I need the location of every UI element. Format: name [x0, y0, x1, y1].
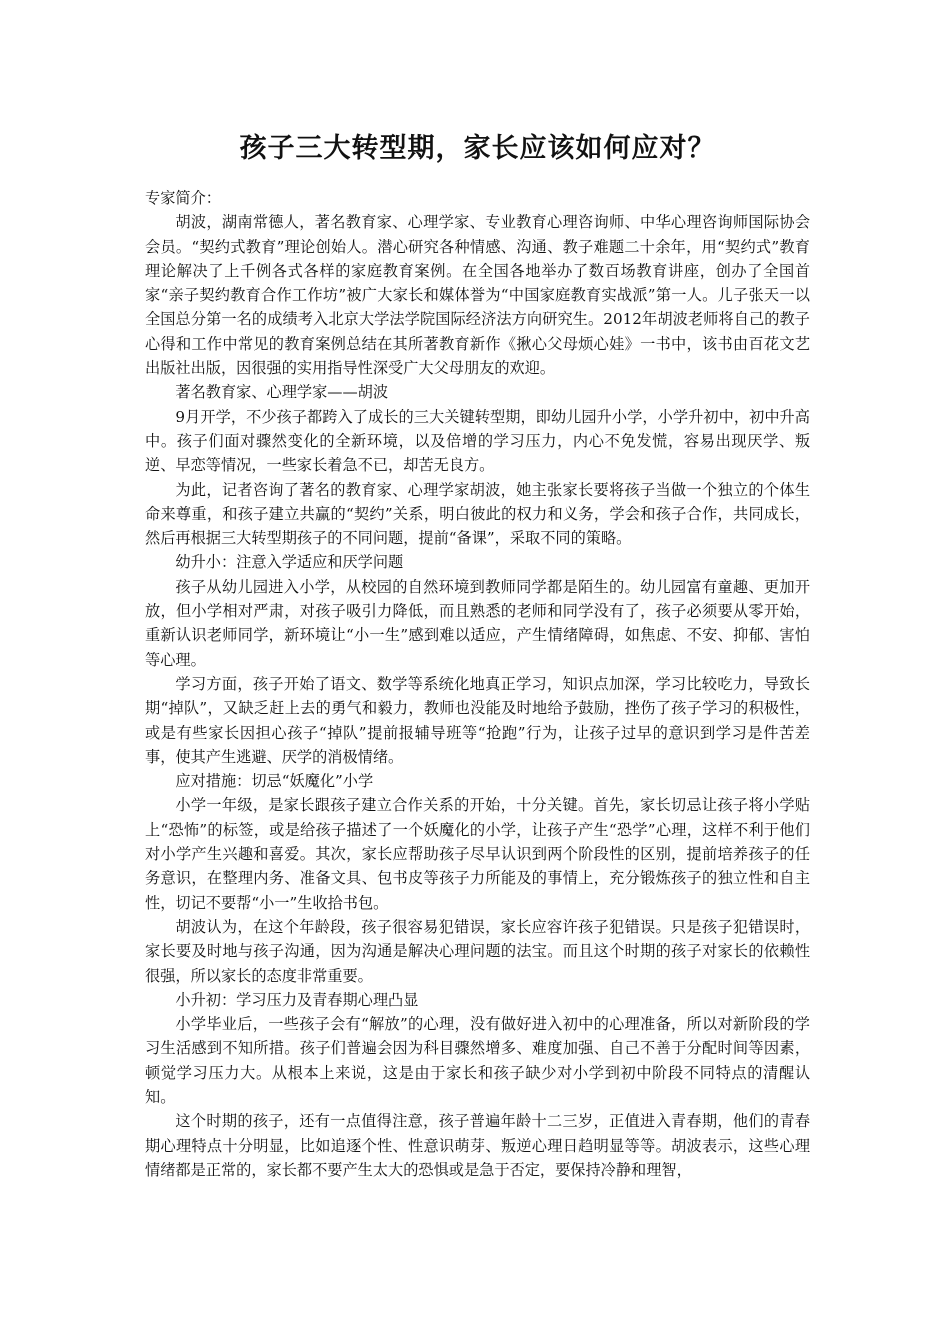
section-heading: 应对措施：切忌“妖魔化”小学 [175, 772, 374, 791]
document-body [145, 186, 810, 1182]
section-heading: 幼升小：注意入学适应和厌学问题 [175, 553, 404, 572]
body-paragraph: 这个时期的孩子，还有一点值得注意，孩子普遍年龄十二三岁，正值进入青春期，他们的青春期心理特点十分明显，比如追逐个性、性意识萌芽、叛逆心理日趋明显等等。胡波表示，这些心理情绪都是正常的，家长都不要产生太大的恐惧或是急于否定，要保持冷静和理智， [145, 1112, 810, 1179]
body-paragraph: 9月开学，不少孩子都跨入了成长的三大关键转型期，即幼儿园升小学，小学升初中，初中升高中。孩子们面对骤然变化的全新环境，以及倍增的学习压力，内心不免发慌，容易出现厌学、叛逆、早恋等情况，一些家长着急不已，却苦无良方。 [145, 407, 810, 475]
section-heading: 著名教育家、心理学家——胡波 [175, 383, 389, 402]
section-heading: 小升初：学习压力及青春期心理凸显 [175, 990, 419, 1009]
body-paragraph: 胡波认为，在这个年龄段，孩子很容易犯错误，家长应容许孩子犯错误。只是孩子犯错误时，家长要及时地与孩子沟通，因为沟通是解决心理问题的法宝。而且这个时期的孩子对家长的依赖性很强，所以家长的态度非常重要。 [145, 917, 810, 985]
body-paragraph: 孩子从幼儿园进入小学，从校园的自然环境到教师同学都是陌生的。幼儿园富有童趣、更加开放，但小学相对严肃，对孩子吸引力降低，而且熟悉的老师和同学没有了，孩子必须要从零开始，重新认识老师同学，新环境让“小一生”感到难以适应，产生情绪障碍，如焦虑、不安、抑郁、害怕等心理。 [145, 577, 810, 669]
document-title: 孩子三大转型期，家长应该如何应对？ [239, 133, 716, 164]
document-page [145, 126, 810, 1182]
body-paragraph: 胡波，湖南常德人，著名教育家、心理学家、专业教育心理咨询师、中华心理咨询师国际协会会员。“契约式教育”理论创始人。潜心研究各种情感、沟通、教子难题二十余年，用“契约式”教育理论解决了上千例各式各样的家庭教育案例。在全国各地举办了数百场教育讲座，创办了全国首家“亲子契约教育合作工作坊”被广大家长和媒体誉为“中国家庭教育实战派”第一人。儿子张天一以全国总分第一名的成绩考入北京大学法学院国际经济法方向研究生。2012年胡波老师将自己的教子心得和工作中常见的教育案例总结在其所著教育新作《揪心父母烦心娃》一书中，该书由百花文艺出版社出版，因很强的实用指导性深受广大父母朋友的欢迎。 [145, 213, 810, 378]
body-paragraph: 小学毕业后，一些孩子会有“解放”的心理，没有做好进入初中的心理准备，所以对新阶段的学习生活感到不知所措。孩子们普遍会因为科目骤然增多、难度加强、自己不善于分配时间等因素，顿觉学习压力大。从根本上来说，这是由于家长和孩子缺少对小学到初中阶段不同特点的清醒认知。 [145, 1015, 810, 1106]
expert-intro-label: 专家简介： [145, 189, 221, 207]
body-paragraph: 小学一年级，是家长跟孩子建立合作关系的开始，十分关键。首先，家长切忌让孩子将小学贴上“恐怖”的标签，或是给孩子描述了一个妖魔化的小学，让孩子产生“恐学”心理，这样不利于他们对小学产生兴趣和喜爱。其次，家长应帮助孩子尽早认识到两个阶段性的区别，提前培养孩子的任务意识，在整理内务、准备文具、包书皮等孩子力所能及的事情上，充分锻炼孩子的独立性和自主性，切记不要帮“小一”生收拾书包。 [145, 796, 810, 912]
body-paragraph: 为此，记者咨询了著名的教育家、心理学家胡波，她主张家长要将孩子当做一个独立的个体生命来尊重，和孩子建立共赢的“契约”关系，明白彼此的权力和义务，学会和孩子合作，共同成长，然后再根据三大转型期孩子的不同问题，提前“备课”，采取不同的策略。 [145, 480, 810, 548]
body-paragraph: 学习方面，孩子开始了语文、数学等系统化地真正学习，知识点加深，学习比较吃力，导致长期“掉队”，又缺乏赶上去的勇气和毅力，教师也没能及时地给予鼓励，挫伤了孩子学习的积极性，或是有些家长因担心孩子“掉队”提前报辅导班等“抢跑”行为，让孩子过早的意识到学习是件苦差事，使其产生逃避、厌学的消极情绪。 [145, 674, 810, 766]
